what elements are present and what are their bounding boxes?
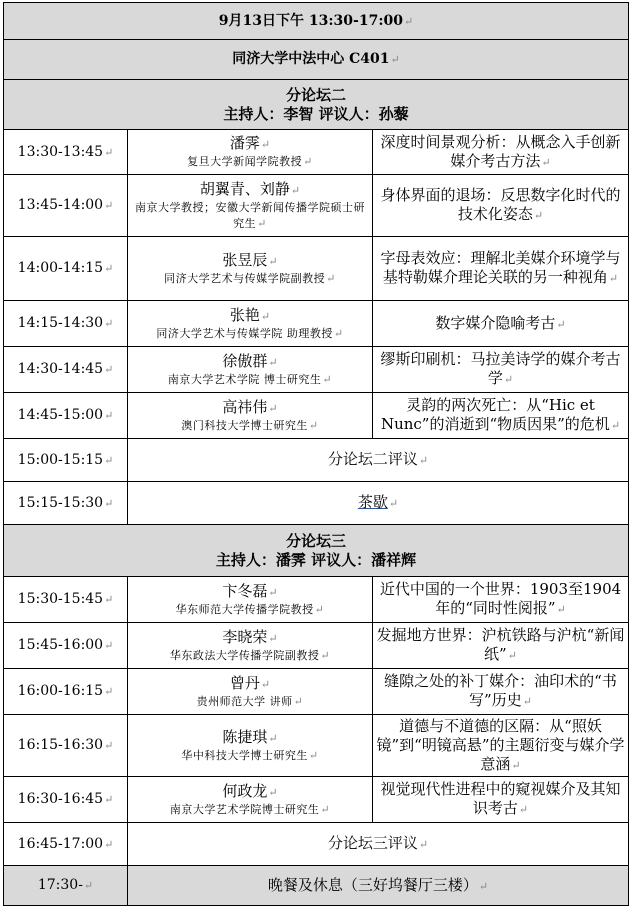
paper-title-cell — [373, 715, 629, 777]
paragraph-mark: ↵ — [522, 695, 532, 708]
talk-row — [4, 577, 629, 623]
header-row — [4, 3, 629, 40]
presenter-affiliation-line — [130, 694, 370, 710]
presenter-name: 胡翼青、刘静 — [199, 179, 290, 198]
paragraph-mark: ↵ — [104, 262, 114, 275]
paper-title-cell — [373, 130, 629, 175]
paragraph-mark: ↵ — [541, 155, 551, 169]
paragraph-mark: ↵ — [104, 639, 114, 652]
presenter-name-line — [130, 628, 370, 648]
paragraph-mark: ↵ — [104, 409, 114, 422]
paragraph-mark: ↵ — [418, 838, 429, 851]
paper-title-cell — [373, 623, 629, 669]
paper-title: 数字媒介隐喻考古 — [435, 313, 556, 332]
paper-title: 道德与不道德的区隔：从“照妖镜”到“明镜高悬”的主题衍变与媒介学意涵 — [376, 716, 625, 773]
presenter-affiliation: 华中科技大学博士研究生 — [181, 748, 308, 762]
paragraph-mark: ↵ — [104, 739, 114, 752]
talk-row — [4, 301, 629, 347]
presenter-cell — [128, 175, 373, 237]
paragraph-mark: ↵ — [308, 418, 319, 432]
paragraph-mark: ↵ — [333, 326, 344, 340]
paragraph-mark: ↵ — [390, 53, 400, 66]
presenter-affiliation: 华东师范大学传播学院教授 — [175, 602, 314, 616]
presenter-cell — [128, 715, 373, 777]
presenter-name: 潘霁 — [229, 134, 260, 152]
presenter-affiliation-line — [130, 418, 370, 434]
time-cell — [4, 866, 128, 906]
paper-title-cell — [373, 393, 629, 439]
talk-row — [4, 347, 629, 393]
presenter-affiliation-line — [130, 372, 370, 388]
presenter-name: 曾丹 — [229, 673, 260, 692]
paragraph-mark: ↵ — [104, 453, 114, 467]
presenter-affiliation-line — [130, 326, 370, 342]
time-slot: 16:30-16:45 — [17, 791, 104, 807]
presenter-affiliation-line — [130, 200, 370, 232]
paragraph-mark: ↵ — [104, 793, 114, 806]
paragraph-mark: ↵ — [104, 837, 114, 851]
time-slot: 14:00-14:15 — [17, 260, 104, 276]
talk-row — [4, 669, 629, 715]
schedule-page — [3, 2, 628, 906]
paragraph-mark: ↵ — [260, 138, 271, 151]
paragraph-mark: ↵ — [104, 496, 114, 510]
presenter-cell — [128, 577, 373, 623]
presenter-affiliation: 同济大学艺术与传媒学院副教授 — [164, 271, 326, 285]
presenter-affiliation-line — [130, 802, 370, 818]
time-cell — [4, 482, 128, 525]
schedule-table — [3, 2, 629, 906]
time-cell — [4, 175, 128, 237]
paragraph-mark: ↵ — [104, 317, 114, 330]
time-cell — [4, 623, 128, 669]
time-cell — [4, 130, 128, 175]
presenter-name: 陈捷琪 — [222, 727, 268, 746]
paper-title: 视觉现代性进程中的窥视媒介及其知识考古 — [380, 780, 621, 817]
presenter-cell — [128, 777, 373, 823]
presenter-name-line — [130, 674, 370, 694]
presenter-name: 何政龙 — [222, 781, 268, 800]
presenter-name-line — [130, 582, 370, 602]
talk-row — [4, 393, 629, 439]
time-cell — [4, 669, 128, 715]
paragraph-mark: ↵ — [388, 497, 399, 510]
presenter-cell — [128, 130, 373, 175]
paragraph-mark: ↵ — [260, 677, 271, 691]
forum2-heading — [4, 80, 629, 130]
forum2-review — [4, 439, 629, 482]
paragraph-mark: ↵ — [511, 758, 521, 772]
presenter-name: 徐傲群 — [222, 351, 268, 370]
tea-break-label: 茶歇 — [357, 493, 388, 511]
paper-title-cell — [373, 347, 629, 393]
talk-row — [4, 237, 629, 301]
presenter-name: 卞冬磊 — [222, 581, 268, 600]
presenter-name: 张艳 — [229, 305, 260, 324]
venue: 同济大学中法中心 C401 — [232, 51, 390, 67]
talk-row — [4, 623, 629, 669]
presenter-name-line — [130, 306, 370, 326]
forum3-review — [4, 823, 629, 866]
presenter-name-line — [130, 782, 370, 802]
forum2-review-label-cell — [128, 439, 629, 482]
presenter-name-line — [130, 180, 370, 200]
paragraph-mark: ↵ — [610, 419, 621, 432]
paper-title: 缝隙之处的补丁媒介：油印术的“书写”历史 — [384, 672, 617, 709]
presenter-affiliation: 复旦大学新闻学院教授 — [187, 155, 303, 168]
paragraph-mark: ↵ — [403, 14, 414, 28]
paragraph-mark: ↵ — [314, 602, 325, 616]
paper-title-cell — [373, 301, 629, 347]
paragraph-mark: ↵ — [303, 155, 313, 168]
paragraph-mark: ↵ — [83, 879, 94, 892]
paragraph-mark: ↵ — [268, 631, 278, 645]
time-slot: 14:15-14:30 — [17, 315, 104, 331]
paragraph-mark: ↵ — [326, 271, 336, 285]
paper-title: 身体界面的退场：反思数字化时代的技术化姿态 — [380, 186, 621, 223]
paragraph-mark: ↵ — [268, 254, 278, 268]
paragraph-mark: ↵ — [293, 694, 304, 708]
paragraph-mark: ↵ — [290, 183, 301, 197]
forum2-name: 分论坛二 — [285, 85, 346, 104]
forum3-review-label-cell — [128, 823, 629, 866]
time-slot: 13:30-13:45 — [17, 143, 104, 160]
time-cell — [4, 301, 128, 347]
paragraph-mark: ↵ — [320, 648, 331, 662]
forum2-hosts: 主持人：李智 评议人：孙藜 — [223, 104, 409, 123]
paper-title: 字母表效应：理解北美媒介环境学与基特勒媒介理论关联的另一种视角 — [380, 249, 621, 286]
presenter-cell — [128, 237, 373, 301]
presenter-affiliation: 澳门科技大学博士研究生 — [181, 418, 308, 432]
paragraph-mark: ↵ — [268, 785, 278, 799]
talk-row — [4, 715, 629, 777]
presenter-name-line — [130, 398, 370, 418]
paragraph-mark: ↵ — [308, 748, 319, 762]
presenter-affiliation-line — [130, 748, 370, 764]
paragraph-mark: ↵ — [268, 585, 278, 599]
presenter-name-line — [130, 352, 370, 372]
dinner — [4, 866, 629, 906]
paper-title-cell — [373, 237, 629, 301]
presenter-cell — [128, 623, 373, 669]
presenter-affiliation-line — [130, 154, 370, 170]
paragraph-mark: ↵ — [104, 145, 114, 159]
paragraph-mark: ↵ — [533, 209, 544, 222]
time-slot: 15:45-16:00 — [17, 637, 104, 653]
talk-row — [4, 130, 629, 175]
time-slot: 15:00-15:15 — [17, 451, 104, 468]
presenter-name: 李晓荣 — [222, 627, 268, 646]
talk-row — [4, 175, 629, 237]
time-cell — [4, 439, 128, 482]
presenter-name: 高祎伟 — [222, 397, 268, 416]
presenter-affiliation-line — [130, 648, 370, 664]
paragraph-mark: ↵ — [503, 373, 514, 386]
venue-row — [4, 40, 629, 80]
dinner-label-cell — [128, 866, 629, 906]
presenter-cell — [128, 669, 373, 715]
forum3-heading-row — [4, 525, 629, 577]
time-cell — [4, 577, 128, 623]
paper-title: 深度时间景观分析：从概念入手创新媒介考古方法 — [380, 132, 621, 170]
paper-title-cell — [373, 175, 629, 237]
paragraph-mark: ↵ — [556, 317, 566, 331]
paper-title: 发掘地方世界：沪杭铁路与沪杭“新闻纸” — [376, 626, 625, 663]
presenter-affiliation-line — [130, 271, 370, 287]
forum2-review-label: 分论坛二评议 — [327, 450, 418, 468]
time-cell — [4, 715, 128, 777]
tea-break-label-cell — [128, 482, 629, 525]
paragraph-mark: ↵ — [104, 199, 114, 212]
tea-break — [4, 482, 629, 525]
presenter-affiliation: 南京大学艺术学院 博士研究生 — [167, 372, 322, 386]
paragraph-mark: ↵ — [556, 603, 566, 616]
date-time-cell — [4, 3, 629, 40]
paragraph-mark: ↵ — [104, 685, 114, 698]
time-slot: 14:30-14:45 — [17, 361, 104, 377]
forum3-review-label: 分论坛三评议 — [327, 834, 418, 852]
time-slot: 17:30- — [37, 877, 83, 893]
time-slot: 16:00-16:15 — [17, 683, 104, 699]
time-slot: 16:15-16:30 — [17, 737, 104, 753]
forum3-name: 分论坛三 — [285, 531, 346, 550]
presenter-affiliation: 南京大学艺术学院博士研究生 — [169, 802, 320, 816]
presenter-affiliation-line — [130, 602, 370, 618]
paragraph-mark: ↵ — [260, 309, 271, 323]
time-slot: 16:45-17:00 — [17, 835, 104, 852]
presenter-cell — [128, 393, 373, 439]
forum3-hosts: 主持人：潘霁 评议人：潘祥辉 — [215, 550, 417, 569]
talk-row — [4, 777, 629, 823]
presenter-name-line — [130, 728, 370, 748]
paragraph-mark: ↵ — [320, 802, 331, 816]
paper-title-cell — [373, 669, 629, 715]
time-slot: 15:30-15:45 — [17, 591, 104, 607]
paper-title-cell — [373, 777, 629, 823]
presenter-affiliation: 同济大学艺术与传媒学院 助理教授 — [156, 326, 333, 340]
time-cell — [4, 823, 128, 866]
schedule-body — [4, 3, 629, 906]
paper-title: 灵韵的两次死亡：从“Hic et Nunc”的消逝到“物质因果”的危机 — [380, 396, 610, 433]
paragraph-mark: ↵ — [507, 649, 517, 662]
presenter-name: 张昱辰 — [222, 250, 268, 269]
paragraph-mark: ↵ — [257, 216, 267, 230]
time-cell — [4, 237, 128, 301]
presenter-affiliation: 南京大学教授；安徽大学新闻传播学院硕士研究生 — [135, 200, 365, 230]
paragraph-mark: ↵ — [268, 731, 278, 745]
presenter-name-line — [130, 134, 370, 154]
forum3-heading — [4, 525, 629, 577]
time-cell — [4, 393, 128, 439]
presenter-cell — [128, 347, 373, 393]
paragraph-mark: ↵ — [268, 355, 278, 369]
paragraph-mark: ↵ — [478, 879, 489, 893]
venue-cell — [4, 40, 629, 80]
paper-title-cell — [373, 577, 629, 623]
presenter-name-line — [130, 251, 370, 271]
time-slot: 14:45-15:00 — [17, 407, 104, 423]
paper-title: 缪斯印刷机：马拉美诗学的媒介考古学 — [380, 350, 621, 387]
paragraph-mark: ↵ — [104, 593, 114, 606]
presenter-affiliation: 贵州师范大学 讲师 — [196, 694, 293, 708]
paragraph-mark: ↵ — [104, 363, 114, 376]
time-slot: 15:15-15:30 — [17, 494, 104, 511]
presenter-affiliation: 华东政法大学传播学院副教授 — [169, 648, 320, 662]
paragraph-mark: ↵ — [518, 803, 529, 816]
time-cell — [4, 347, 128, 393]
dinner-label: 晚餐及休息（三好坞餐厅三楼） — [267, 875, 478, 894]
date-time: 9月13日下午 13:30-17:00 — [218, 12, 403, 29]
paragraph-mark: ↵ — [268, 401, 278, 415]
forum2-heading-row — [4, 80, 629, 130]
presenter-cell — [128, 301, 373, 347]
paper-title: 近代中国的一个世界：1903至1904年的“同时性阅报” — [379, 580, 622, 617]
paragraph-mark: ↵ — [322, 372, 333, 386]
paragraph-mark: ↵ — [608, 272, 619, 285]
paragraph-mark: ↵ — [418, 454, 429, 467]
time-cell — [4, 777, 128, 823]
time-slot: 13:45-14:00 — [17, 197, 104, 213]
